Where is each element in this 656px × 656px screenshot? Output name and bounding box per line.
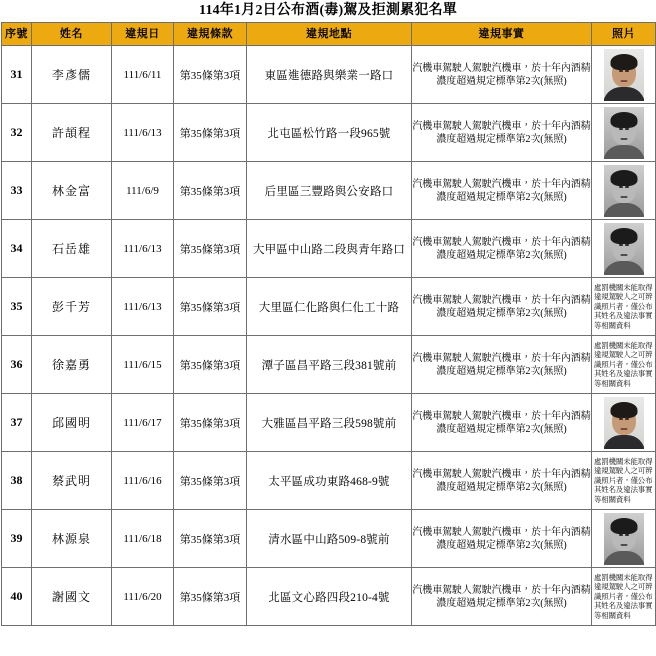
- violation-fact-text: 汽機車駕駛人駕駛汽機車，於十年內酒精濃度超過規定標準第2次(無照): [412, 178, 591, 203]
- cell-violation-fact: [412, 394, 592, 452]
- cell-violation-date: 111/6/18: [112, 510, 174, 568]
- column-header-seq: 序號: [2, 23, 32, 46]
- cell-violation-fact: [412, 104, 592, 162]
- violation-fact-text: 汽機車駕駛人駕駛汽機車，於十年內酒精濃度超過規定標準第2次(無照): [412, 584, 591, 609]
- cell-sequence-number: 31: [2, 46, 32, 104]
- photo-eye-r: [625, 70, 629, 72]
- photo-hair: [610, 228, 637, 244]
- cell-violation-date: 111/6/17: [112, 394, 174, 452]
- cell-person-name: 石岳雄: [32, 220, 112, 278]
- table-row: [2, 568, 656, 626]
- cell-violation-date: 111/6/13: [112, 220, 174, 278]
- cell-photo: [592, 220, 656, 278]
- cell-violation-place: 太平區成功東路468-9號: [247, 452, 412, 510]
- photo-eye-l: [619, 128, 623, 130]
- cell-sequence-number: 33: [2, 162, 32, 220]
- person-photo: [604, 107, 644, 159]
- cell-violation-place: 東區進德路與樂業一路口: [247, 46, 412, 104]
- photo-mouth: [620, 544, 627, 546]
- photo-hair: [610, 518, 637, 534]
- cell-violation-place: 清水區中山路509-8號前: [247, 510, 412, 568]
- photo-eye-r: [625, 418, 629, 420]
- table-body: [2, 46, 656, 626]
- cell-violation-place: 北區文心路四段210-4號: [247, 568, 412, 626]
- photo-mouth: [620, 196, 627, 198]
- cell-violation-fact: [412, 278, 592, 336]
- photo-eye-r: [625, 534, 629, 536]
- cell-person-name: 林金富: [32, 162, 112, 220]
- photo-mouth: [620, 254, 627, 256]
- photo-hair: [610, 170, 637, 186]
- photo-hair: [610, 402, 637, 418]
- cell-violation-date: 111/6/13: [112, 278, 174, 336]
- table-row: [2, 104, 656, 162]
- cell-violation-date: 111/6/16: [112, 452, 174, 510]
- cell-photo: [592, 510, 656, 568]
- cell-violation-fact: [412, 220, 592, 278]
- cell-sequence-number: 40: [2, 568, 32, 626]
- violation-fact-text: 汽機車駕駛人駕駛汽機車，於十年內酒精濃度超過規定標準第2次(無照): [412, 526, 591, 551]
- table-row: [2, 278, 656, 336]
- violation-fact-text: 汽機車駕駛人駕駛汽機車，於十年內酒精濃度超過規定標準第2次(無照): [412, 352, 591, 377]
- cell-violation-place: 大雅區昌平路三段598號前: [247, 394, 412, 452]
- cell-sequence-number: 34: [2, 220, 32, 278]
- cell-sequence-number: 37: [2, 394, 32, 452]
- violation-fact-text: 汽機車駕駛人駕駛汽機車，於十年內酒精濃度超過規定標準第2次(無照): [412, 120, 591, 145]
- column-header-fact: 違規事實: [412, 23, 592, 46]
- cell-photo: [592, 278, 656, 336]
- cell-photo: [592, 104, 656, 162]
- no-photo-notice: 處罰機關未能取得違規駕駛人之可辨識照片者，僅公布其姓名及違法事實等相關資料: [594, 572, 653, 620]
- cell-violation-law: 第35條第3項: [174, 452, 247, 510]
- violation-fact-text: 汽機車駕駛人駕駛汽機車，於十年內酒精濃度超過規定標準第2次(無照): [412, 410, 591, 435]
- cell-person-name: 邱國明: [32, 394, 112, 452]
- cell-person-name: 蔡武明: [32, 452, 112, 510]
- violators-table: [1, 22, 656, 626]
- cell-violation-date: 111/6/11: [112, 46, 174, 104]
- cell-violation-fact: [412, 336, 592, 394]
- photo-eye-l: [619, 534, 623, 536]
- violation-fact-text: 汽機車駕駛人駕駛汽機車，於十年內酒精濃度超過規定標準第2次(無照): [412, 62, 591, 87]
- person-photo: [604, 49, 644, 101]
- violation-fact-text: 汽機車駕駛人駕駛汽機車，於十年內酒精濃度超過規定標準第2次(無照): [412, 236, 591, 261]
- cell-violation-fact: [412, 46, 592, 104]
- photo-eye-r: [625, 128, 629, 130]
- photo-eye-l: [619, 244, 623, 246]
- table-row: [2, 162, 656, 220]
- cell-violation-law: 第35條第3項: [174, 568, 247, 626]
- cell-violation-date: 111/6/13: [112, 104, 174, 162]
- cell-violation-place: 潭子區昌平路三段381號前: [247, 336, 412, 394]
- table-row: [2, 394, 656, 452]
- cell-person-name: 徐嘉勇: [32, 336, 112, 394]
- cell-violation-law: 第35條第3項: [174, 162, 247, 220]
- photo-hair: [610, 112, 637, 128]
- cell-photo: [592, 452, 656, 510]
- photo-mouth: [620, 80, 627, 82]
- cell-photo: [592, 336, 656, 394]
- cell-photo: [592, 46, 656, 104]
- cell-person-name: 林源泉: [32, 510, 112, 568]
- cell-photo: [592, 568, 656, 626]
- photo-hair: [610, 54, 637, 70]
- cell-sequence-number: 38: [2, 452, 32, 510]
- no-photo-notice: 處罰機關未能取得違規駕駛人之可辨識照片者，僅公布其姓名及違法事實等相關資料: [594, 282, 653, 330]
- photo-eye-l: [619, 70, 623, 72]
- cell-sequence-number: 32: [2, 104, 32, 162]
- table-row: [2, 452, 656, 510]
- person-photo: [604, 397, 644, 449]
- column-header-place: 違規地點: [247, 23, 412, 46]
- cell-person-name: 許頡程: [32, 104, 112, 162]
- column-header-name: 姓名: [32, 23, 112, 46]
- cell-violation-law: 第35條第3項: [174, 510, 247, 568]
- photo-mouth: [620, 428, 627, 430]
- cell-person-name: 彭千芳: [32, 278, 112, 336]
- cell-violation-place: 大里區仁化路與仁化工十路: [247, 278, 412, 336]
- page-title: 114年1月2日公布酒(毒)駕及拒測累犯名單: [199, 3, 457, 18]
- person-photo: [604, 165, 644, 217]
- photo-eye-r: [625, 186, 629, 188]
- violation-fact-text: 汽機車駕駛人駕駛汽機車，於十年內酒精濃度超過規定標準第2次(無照): [412, 468, 591, 493]
- photo-mouth: [620, 138, 627, 140]
- cell-sequence-number: 39: [2, 510, 32, 568]
- person-photo: [604, 223, 644, 275]
- cell-person-name: 李彥儒: [32, 46, 112, 104]
- cell-violation-law: 第35條第3項: [174, 104, 247, 162]
- cell-violation-law: 第35條第3項: [174, 394, 247, 452]
- table-row: [2, 510, 656, 568]
- column-header-law: 違規條款: [174, 23, 247, 46]
- cell-violation-place: 北屯區松竹路一段965號: [247, 104, 412, 162]
- cell-violation-law: 第35條第3項: [174, 220, 247, 278]
- table-row: [2, 336, 656, 394]
- cell-sequence-number: 35: [2, 278, 32, 336]
- cell-violation-law: 第35條第3項: [174, 46, 247, 104]
- cell-violation-law: 第35條第3項: [174, 336, 247, 394]
- photo-eye-l: [619, 418, 623, 420]
- person-photo: [604, 513, 644, 565]
- cell-photo: [592, 162, 656, 220]
- cell-violation-fact: [412, 568, 592, 626]
- cell-violation-fact: [412, 162, 592, 220]
- cell-violation-place: 后里區三豐路與公安路口: [247, 162, 412, 220]
- violation-fact-text: 汽機車駕駛人駕駛汽機車，於十年內酒精濃度超過規定標準第2次(無照): [412, 294, 591, 319]
- photo-eye-l: [619, 186, 623, 188]
- cell-violation-law: 第35條第3項: [174, 278, 247, 336]
- cell-sequence-number: 36: [2, 336, 32, 394]
- table-row: [2, 220, 656, 278]
- cell-violation-date: 111/6/15: [112, 336, 174, 394]
- cell-violation-place: 大甲區中山路二段與青年路口: [247, 220, 412, 278]
- no-photo-notice: 處罰機關未能取得違規駕駛人之可辨識照片者，僅公布其姓名及違法事實等相關資料: [594, 340, 653, 388]
- cell-person-name: 謝國文: [32, 568, 112, 626]
- cell-violation-fact: [412, 510, 592, 568]
- table-header-row: [2, 23, 656, 46]
- cell-photo: [592, 394, 656, 452]
- no-photo-notice: 處罰機關未能取得違規駕駛人之可辨識照片者，僅公布其姓名及違法事實等相關資料: [594, 456, 653, 504]
- cell-violation-fact: [412, 452, 592, 510]
- photo-eye-r: [625, 244, 629, 246]
- column-header-photo: 照片: [592, 23, 656, 46]
- cell-violation-date: 111/6/9: [112, 162, 174, 220]
- table-row: [2, 46, 656, 104]
- cell-violation-date: 111/6/20: [112, 568, 174, 626]
- table-header: [2, 23, 656, 46]
- column-header-date: 違規日: [112, 23, 174, 46]
